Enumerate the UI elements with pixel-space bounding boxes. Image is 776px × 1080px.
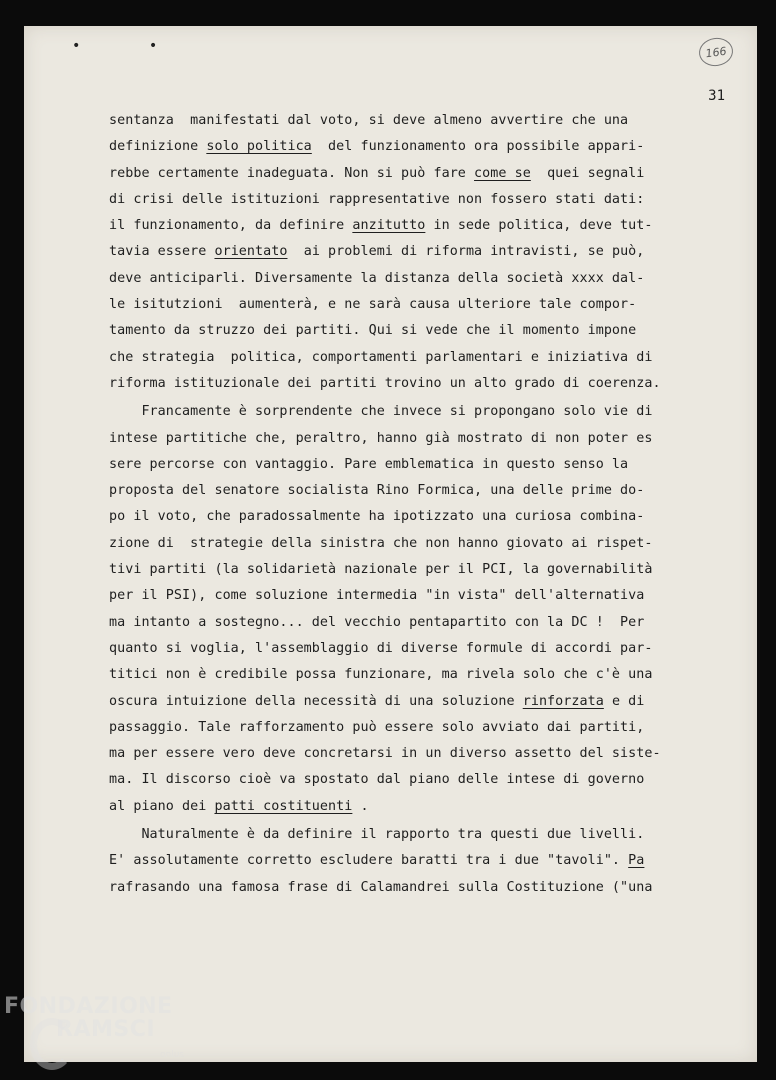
underlined-phrase: come se: [474, 165, 531, 181]
underlined-phrase: patti costituenti: [214, 798, 353, 814]
underlined-phrase: orientato: [214, 244, 288, 260]
underlined-phrase: Pa: [628, 853, 645, 869]
text-span: sere percorse con vantaggio. Pare emblematica in questo senso la: [109, 456, 629, 472]
text-span: ma per essere vero deve concretarsi in un diverso assetto del siste-: [109, 746, 661, 762]
text-line: [109, 875, 729, 901]
text-line: [109, 715, 729, 741]
text-span: il funzionamento, da definire: [109, 218, 353, 234]
text-span: po il voto, che paradossalmente ha ipotizzato una curiosa combina-: [109, 509, 645, 525]
underlined-phrase: rinforzata: [522, 693, 604, 709]
text-line: [109, 741, 729, 767]
text-span: E' assolutamente corretto escludere baratti tra i due "tavoli".: [109, 853, 629, 869]
text-line: [109, 557, 729, 583]
text-span: rebbe certamente inadeguata. Non si può fare: [109, 165, 475, 181]
page-number: 31: [708, 88, 725, 104]
archive-stamp-number: 166: [697, 36, 735, 68]
text-span: in sede politica, deve tut-: [425, 218, 653, 234]
underlined-phrase: anzitutto: [352, 218, 426, 234]
corner-marks: • •: [72, 38, 188, 54]
text-line: [109, 213, 729, 239]
text-line: [109, 426, 729, 452]
text-span: deve anticiparli. Diversamente la distanza della società xxxx dal-: [109, 270, 645, 286]
text-line: [109, 399, 729, 425]
text-line: [109, 108, 729, 134]
text-span: tavia essere: [109, 244, 215, 260]
text-span: zione di strategie della sinistra che non hanno giovato ai rispet-: [109, 535, 653, 551]
watermark-onlus: onlus: [160, 1050, 185, 1060]
text-span: e di: [603, 693, 645, 709]
text-span: ai problemi di riforma intravisti, se può,: [287, 244, 645, 260]
text-line: [109, 636, 729, 662]
text-line: [109, 371, 729, 397]
text-line: [109, 610, 729, 636]
watermark-gramsci: RAMSCI: [56, 1017, 156, 1042]
text-span: ma intanto a sostegno... del vecchio pentapartito con la DC ! Per: [109, 614, 645, 630]
text-span: del funzionamento ora possibile appari-: [311, 139, 645, 155]
text-line: [109, 583, 729, 609]
text-line: [109, 187, 729, 213]
text-line: [109, 292, 729, 318]
text-span: per il PSI), come soluzione intermedia "in vista" dell'alternativa: [109, 588, 645, 604]
typed-text-body: [109, 108, 729, 901]
text-line: [109, 689, 729, 715]
text-line: [109, 662, 729, 688]
text-span: Naturalmente è da definire il rapporto tra questi due livelli.: [109, 827, 645, 843]
text-line: [109, 134, 729, 160]
text-line: [109, 478, 729, 504]
text-span: tamento da struzzo dei partiti. Qui si vede che il momento impone: [109, 323, 637, 339]
text-line: [109, 767, 729, 793]
text-line: [109, 266, 729, 292]
text-span: che strategia politica, comportamenti parlamentari e iniziativa di: [109, 349, 653, 365]
text-span: quanto si voglia, l'assemblaggio di diverse formule di accordi par-: [109, 640, 653, 656]
text-line: [109, 504, 729, 530]
text-span: al piano dei: [109, 798, 215, 814]
text-span: proposta del senatore socialista Rino Formica, una delle prime do-: [109, 483, 645, 499]
text-span: passaggio. Tale rafforzamento può essere solo avviato dai partiti,: [109, 719, 645, 735]
text-line: [109, 452, 729, 478]
text-span: titici non è credibile possa funzionare, ma rivela solo che c'è una: [109, 667, 653, 683]
text-span: rafrasando una famosa frase di Calamandrei sulla Costituzione ("una: [109, 879, 653, 895]
text-span: riforma istituzionale dei partiti trovino un alto grado di coerenza.: [109, 375, 661, 391]
text-span: Francamente è sorprendente che invece si propongano solo vie di: [109, 404, 653, 420]
text-line: [109, 318, 729, 344]
text-line: [109, 848, 729, 874]
text-span: sentanza manifestati dal voto, si deve almeno avvertire che una: [109, 113, 629, 128]
text-line: [109, 531, 729, 557]
text-span: ma. Il discorso cioè va spostato dal piano delle intese di governo: [109, 772, 645, 788]
text-span: le isitutzioni aumenterà, e ne sarà causa ulteriore tale compor-: [109, 297, 637, 313]
text-span: definizione: [109, 139, 207, 155]
text-span: oscura intuizione della necessità di una soluzione: [109, 693, 523, 709]
text-line: [109, 822, 729, 848]
text-line: [109, 794, 729, 820]
text-span: quei segnali: [530, 165, 645, 181]
text-span: di crisi delle istituzioni rappresentative non fossero stati dati:: [109, 191, 645, 207]
text-span: tivi partiti (la solidarietà nazionale per il PCI, la governabilità: [109, 562, 653, 578]
text-span: intese partitiche che, peraltro, hanno già mostrato di non poter es: [109, 430, 653, 446]
watermark-fondazione: FONDAZIONE: [4, 994, 173, 1019]
underlined-phrase: solo politica: [206, 139, 312, 155]
text-line: [109, 345, 729, 371]
text-span: .: [352, 798, 369, 814]
text-line: [109, 239, 729, 265]
text-line: [109, 161, 729, 187]
